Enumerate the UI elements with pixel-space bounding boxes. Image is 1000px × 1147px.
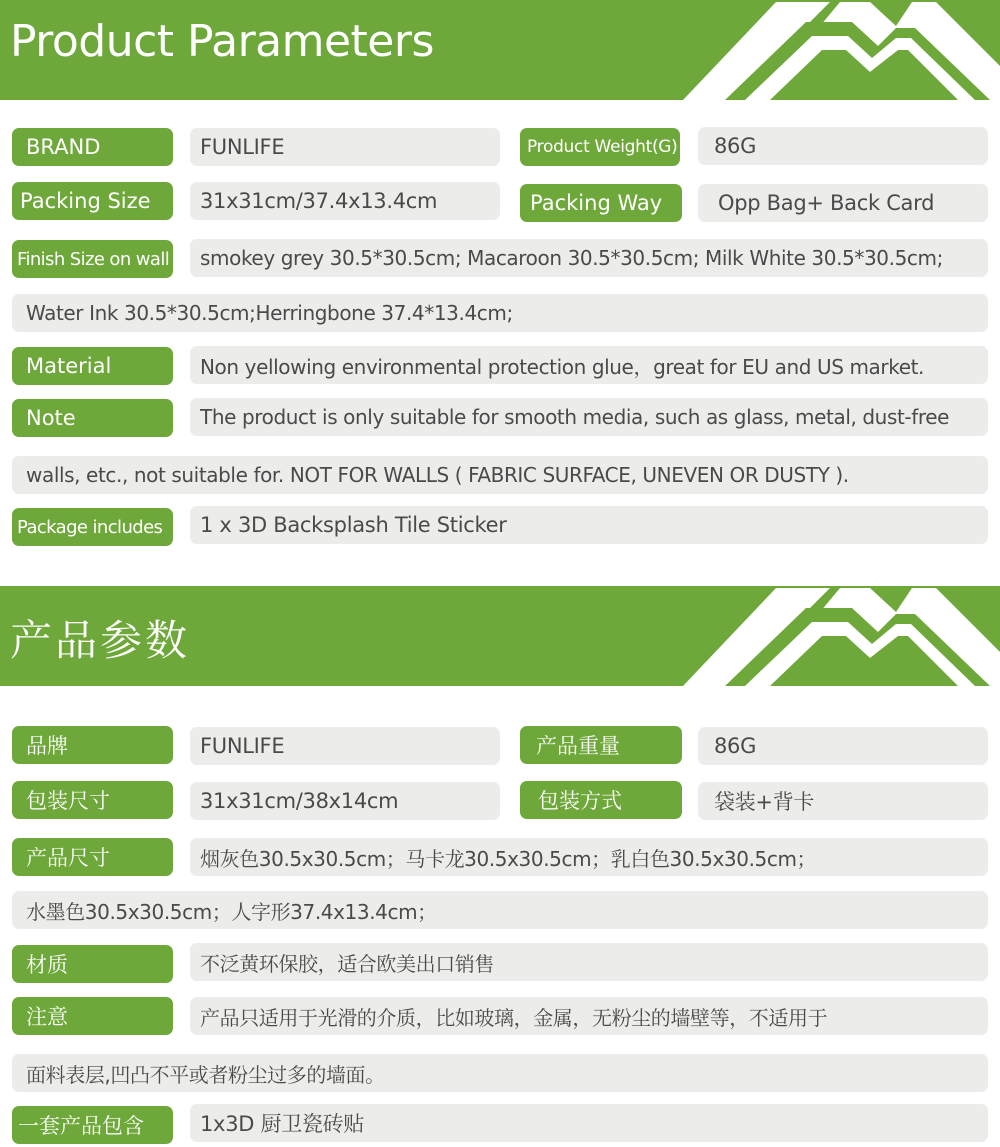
- finish-size-label-zh: 产品尺寸: [12, 838, 173, 876]
- packing-size-value-zh: 31x31cm/38x14cm: [190, 782, 500, 820]
- material-label: Material: [12, 347, 173, 385]
- banner-english: [0, 0, 1000, 100]
- packing-size-label: Packing Size: [12, 182, 173, 220]
- packing-way-value: Opp Bag+ Back Card: [698, 184, 988, 222]
- product-weight-label-zh: 产品重量: [520, 726, 682, 764]
- finish-size-value-line1-zh: 烟灰色30.5x30.5cm；马卡龙30.5x30.5cm；乳白色30.5x30.5cm；: [190, 838, 988, 876]
- product-weight-value-zh: 86G: [698, 727, 988, 765]
- finish-size-value-line2-zh: 水墨色30.5x30.5cm；人字形37.4x13.4cm；: [12, 891, 988, 929]
- packing-size-label-zh: 包装尺寸: [12, 781, 173, 819]
- finish-size-value-line1: smokey grey 30.5*30.5cm; Macaroon 30.5*30.5cm; Milk White 30.5*30.5cm;: [190, 239, 988, 277]
- product-weight-value: 86G: [698, 127, 988, 165]
- brand-label: BRAND: [12, 128, 173, 166]
- material-label-zh: 材质: [12, 945, 173, 983]
- packing-way-label-zh: 包装方式: [520, 781, 682, 819]
- brand-value: FUNLIFE: [190, 128, 500, 166]
- note-label-zh: 注意: [12, 997, 173, 1035]
- note-label: Note: [12, 399, 173, 437]
- finish-size-label: Finish Size on wall: [12, 240, 173, 278]
- packing-size-value: 31x31cm/37.4x13.4cm: [190, 182, 500, 220]
- package-includes-value-zh: 1x3D 厨卫瓷砖贴: [190, 1104, 988, 1142]
- note-value-line2: walls, etc., not suitable for. NOT FOR WALLS ( FABRIC SURFACE, UNEVEN OR DUSTY ).: [12, 456, 988, 494]
- package-includes-value: 1 x 3D Backsplash Tile Sticker: [190, 506, 988, 544]
- note-value-line1-zh: 产品只适用于光滑的介质，比如玻璃，金属，无粉尘的墙壁等，不适用于: [190, 997, 988, 1035]
- product-weight-label: Product Weight(G): [520, 128, 680, 166]
- section-title: 产品参数: [10, 616, 191, 665]
- material-value-zh: 不泛黄环保胶，适合欧美出口销售: [190, 943, 988, 981]
- material-value: Non yellowing environmental protection glue，great for EU and US market.: [190, 346, 988, 384]
- package-includes-label: Package includes: [12, 508, 173, 546]
- section-title: Product Parameters: [10, 16, 434, 67]
- packing-way-value-zh: 袋装+背卡: [698, 782, 988, 820]
- packing-way-label: Packing Way: [520, 184, 682, 222]
- note-value-line2-zh: 面料表层,凹凸不平或者粉尘过多的墙面。: [12, 1054, 988, 1092]
- note-value-line1: The product is only suitable for smooth media, such as glass, metal, dust-free: [190, 398, 988, 436]
- package-includes-label-zh: 一套产品包含: [12, 1106, 173, 1144]
- finish-size-value-line2: Water Ink 30.5*30.5cm;Herringbone 37.4*13.4cm;: [12, 294, 988, 332]
- banner-chinese: [0, 586, 1000, 686]
- brand-label-zh: 品牌: [12, 726, 173, 764]
- brand-value-zh: FUNLIFE: [190, 727, 500, 765]
